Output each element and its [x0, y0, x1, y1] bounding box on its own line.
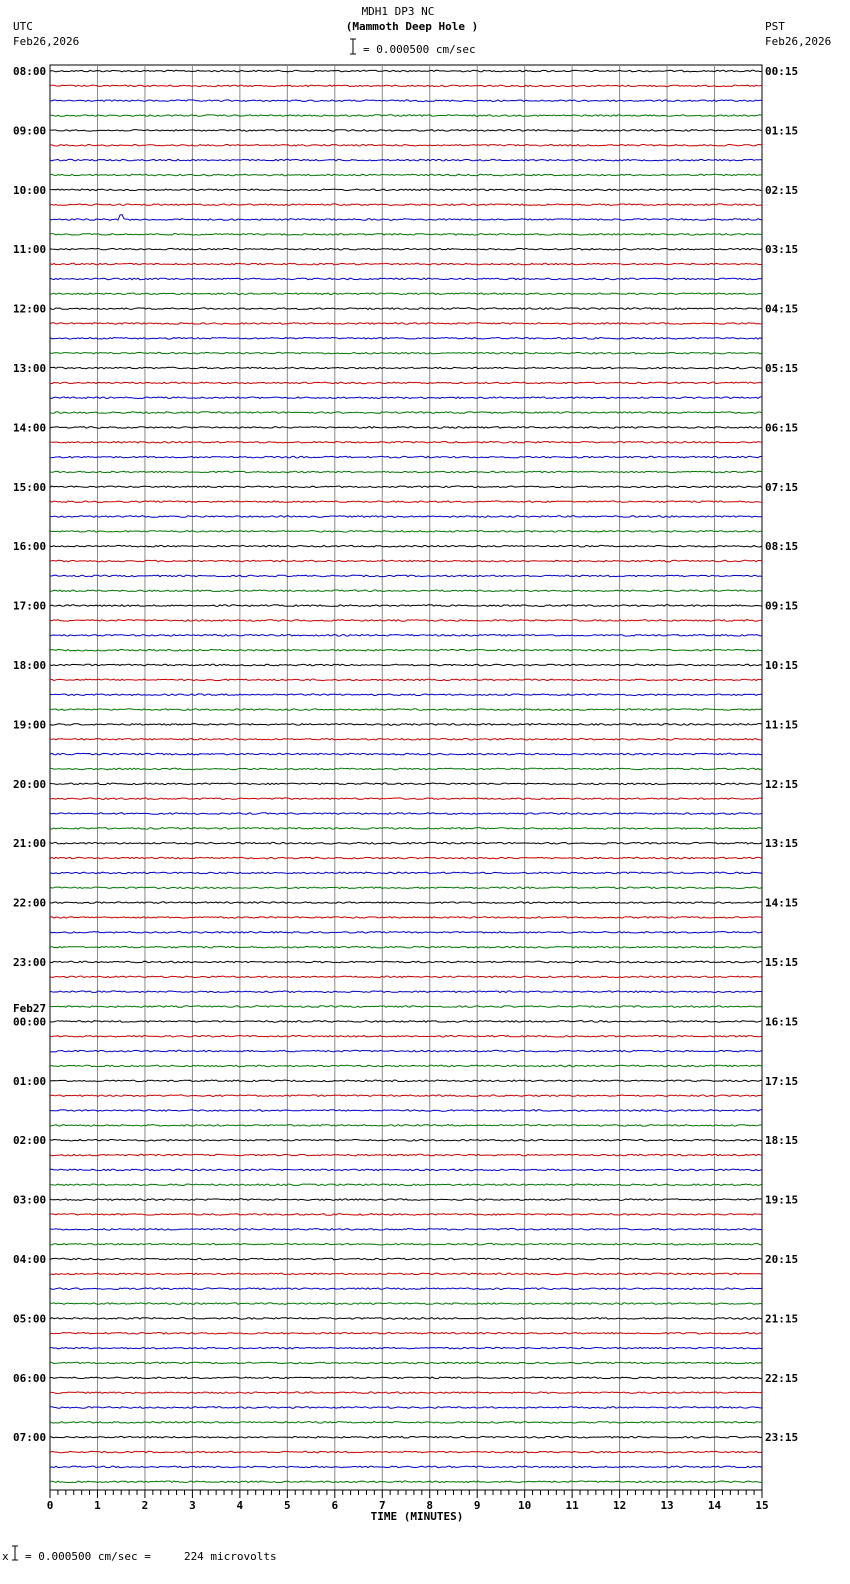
station-location: (Mammoth Deep Hole )	[345, 20, 479, 33]
pst-hour-label: 03:15	[765, 243, 799, 257]
trace-line	[50, 1347, 762, 1349]
trace-line	[50, 352, 762, 354]
pst-hour-label: 05:15	[765, 362, 799, 375]
trace-line	[50, 1036, 762, 1038]
trace-line	[50, 85, 762, 87]
trace-line	[50, 1080, 762, 1082]
utc-hour-label: 01:00	[13, 1074, 47, 1088]
x-tick-label: 9	[473, 1499, 481, 1512]
x-tick-label: 3	[189, 1499, 196, 1512]
utc-hour-label: 07:00	[13, 1431, 47, 1445]
footer-scale-prefix: x	[2, 1550, 9, 1563]
trace-line	[50, 1362, 762, 1364]
pst-hour-label: 01:15	[765, 124, 799, 138]
pst-hour-label: 09:15	[765, 599, 799, 613]
utc-hour-label: 02:00	[13, 1134, 47, 1148]
x-tick-label: 5	[284, 1499, 291, 1512]
trace-line	[50, 872, 762, 874]
utc-hour-labels	[13, 65, 46, 1444]
trace-line	[50, 215, 762, 221]
trace-line	[50, 739, 762, 741]
utc-hour-label: 08:00	[13, 65, 47, 78]
trace-line	[50, 501, 762, 503]
x-tick-label: 7	[378, 1499, 386, 1512]
utc-hour-label: 17:00	[13, 599, 47, 613]
pst-hour-label: 07:15	[765, 480, 799, 494]
utc-hour-label: 06:00	[13, 1371, 47, 1385]
trace-line	[50, 1229, 762, 1231]
pst-hour-label: 17:15	[765, 1074, 799, 1088]
pst-hour-label: 13:15	[765, 837, 799, 851]
trace-line	[50, 1258, 762, 1260]
trace-line	[50, 248, 762, 250]
trace-line	[50, 620, 762, 622]
station-title: MDH1 DP3 NC	[361, 5, 435, 18]
utc-hour-label: 12:00	[13, 302, 47, 316]
utc-hour-label: 14:00	[13, 421, 47, 435]
trace-line	[50, 694, 762, 696]
utc-hour-label: 21:00	[13, 837, 47, 851]
trace-line	[50, 427, 762, 429]
trace-line	[50, 1050, 762, 1052]
trace-line	[50, 456, 762, 458]
trace-line	[50, 471, 762, 473]
right-date: Feb26,2026	[765, 35, 832, 48]
trace-line	[50, 100, 762, 102]
trace-line	[50, 1333, 762, 1335]
trace-line	[50, 1436, 762, 1438]
trace-line	[50, 412, 762, 414]
trace-line	[50, 70, 762, 72]
x-tick-label: 8	[426, 1499, 434, 1512]
trace-line	[50, 887, 762, 889]
pst-hour-label: 10:15	[765, 659, 799, 672]
scale-text: = 0.000500 cm/sec	[363, 43, 476, 56]
scale-bar-icon	[350, 39, 356, 54]
x-axis-title: TIME (MINUTES)	[370, 1510, 464, 1523]
trace-line	[50, 590, 762, 592]
trace-line	[50, 293, 762, 295]
pst-hour-label: 02:15	[765, 183, 799, 197]
utc-hour-label: 22:00	[13, 896, 47, 910]
trace-line	[50, 486, 762, 488]
pst-hour-label: 11:15	[765, 718, 799, 732]
trace-line	[50, 828, 762, 830]
pst-hour-label: 04:15	[765, 302, 799, 316]
trace-line	[50, 768, 762, 770]
trace-line	[50, 1125, 762, 1127]
trace-line	[50, 323, 762, 325]
trace-line	[50, 516, 762, 518]
x-tick-label: 6	[331, 1499, 339, 1512]
utc-hour-label: 04:00	[13, 1253, 47, 1266]
x-tick-label: 15	[755, 1499, 769, 1512]
trace-line	[50, 1021, 762, 1023]
seismic-traces	[50, 70, 762, 1482]
trace-line	[50, 1243, 762, 1245]
trace-line	[50, 1169, 762, 1171]
trace-line	[50, 575, 762, 577]
x-tick-label: 10	[518, 1499, 532, 1512]
trace-line	[50, 932, 762, 934]
utc-hour-label: 03:00	[13, 1193, 47, 1207]
utc-hour-label: 09:00	[13, 124, 47, 138]
trace-line	[50, 709, 762, 711]
pst-hour-label: 16:15	[765, 1015, 799, 1029]
x-tick-label: 2	[141, 1499, 149, 1512]
x-tick-label: 14	[707, 1499, 722, 1512]
trace-line	[50, 531, 762, 533]
trace-line	[50, 902, 762, 904]
utc-hour-label: 16:00	[13, 540, 47, 554]
trace-line	[50, 664, 762, 666]
trace-line	[50, 1288, 762, 1290]
trace-line	[50, 857, 762, 859]
trace-line	[50, 1139, 762, 1141]
trace-line	[50, 1154, 762, 1156]
trace-line	[50, 961, 762, 963]
trace-line	[50, 753, 762, 755]
pst-hour-label: 23:15	[765, 1431, 799, 1445]
utc-hour-label: 11:00	[13, 243, 47, 257]
pst-hour-label: 06:15	[765, 421, 799, 435]
trace-line	[50, 234, 762, 236]
trace-line	[50, 976, 762, 978]
footer-scale-bar-icon	[12, 1546, 18, 1560]
right-timezone: PST	[765, 20, 785, 33]
pst-hour-label: 15:15	[765, 956, 799, 969]
trace-line	[50, 783, 762, 785]
trace-line	[50, 1481, 762, 1483]
utc-hour-label: 18:00	[13, 659, 47, 672]
trace-line	[50, 1407, 762, 1409]
left-timezone: UTC	[13, 20, 33, 33]
trace-line	[50, 1303, 762, 1305]
trace-line	[50, 442, 762, 444]
x-tick-label: 11	[565, 1499, 579, 1512]
x-tick-label: 1	[94, 1499, 101, 1512]
trace-line	[50, 1392, 762, 1394]
trace-line	[50, 1110, 762, 1112]
pst-hour-label: 18:15	[765, 1134, 799, 1148]
trace-line	[50, 724, 762, 726]
trace-line	[50, 917, 762, 919]
trace-line	[50, 605, 762, 607]
left-date: Feb26,2026	[13, 35, 80, 48]
trace-line	[50, 382, 762, 384]
day-change-label: Feb27	[13, 1002, 47, 1015]
trace-line	[50, 263, 762, 265]
pst-hour-label: 20:15	[765, 1253, 799, 1266]
footer-scale-text: = 0.000500 cm/sec = 224 microvolts	[25, 1550, 277, 1563]
trace-line	[50, 145, 762, 147]
trace-line	[50, 1422, 762, 1424]
pst-hour-label: 22:15	[765, 1371, 799, 1385]
trace-line	[50, 813, 762, 815]
trace-line	[50, 308, 762, 310]
trace-line	[50, 545, 762, 547]
trace-line	[50, 1095, 762, 1097]
trace-line	[50, 367, 762, 369]
pst-hour-label: 08:15	[765, 540, 799, 554]
trace-line	[50, 560, 762, 562]
trace-line	[50, 991, 762, 993]
trace-line	[50, 1451, 762, 1453]
trace-line	[50, 946, 762, 948]
trace-line	[50, 130, 762, 132]
x-tick-label: 12	[612, 1499, 627, 1512]
trace-line	[50, 278, 762, 280]
pst-hour-label: 00:15	[765, 65, 799, 78]
trace-line	[50, 649, 762, 651]
trace-line	[50, 1466, 762, 1468]
utc-hour-label: 15:00	[13, 480, 47, 494]
utc-hour-label: 05:00	[13, 1312, 47, 1326]
trace-line	[50, 1318, 762, 1320]
pst-hour-label: 21:15	[765, 1312, 799, 1326]
trace-line	[50, 159, 762, 161]
trace-line	[50, 1199, 762, 1201]
trace-line	[50, 1214, 762, 1216]
x-axis	[47, 1490, 769, 1512]
trace-line	[50, 1006, 762, 1008]
trace-line	[50, 679, 762, 681]
trace-line	[50, 1377, 762, 1379]
trace-line	[50, 798, 762, 800]
x-tick-label: 0	[46, 1499, 54, 1512]
x-tick-label: 13	[660, 1499, 674, 1512]
trace-line	[50, 1273, 762, 1275]
utc-hour-label: 20:00	[13, 777, 47, 791]
trace-line	[50, 204, 762, 206]
trace-line	[50, 842, 762, 844]
trace-line	[50, 397, 762, 399]
utc-hour-label: 23:00	[13, 956, 47, 969]
trace-line	[50, 1065, 762, 1067]
x-tick-label: 4	[236, 1499, 244, 1512]
pst-hour-label: 19:15	[765, 1193, 799, 1207]
utc-hour-label: 00:00	[13, 1015, 47, 1029]
trace-line	[50, 115, 762, 117]
pst-hour-labels	[765, 65, 798, 1444]
utc-hour-label: 10:00	[13, 183, 47, 197]
pst-hour-label: 12:15	[765, 777, 799, 791]
pst-hour-label: 14:15	[765, 896, 799, 910]
trace-line	[50, 1184, 762, 1186]
trace-line	[50, 189, 762, 191]
trace-line	[50, 635, 762, 637]
utc-hour-label: 19:00	[13, 718, 47, 732]
trace-line	[50, 174, 762, 176]
trace-line	[50, 338, 762, 340]
utc-hour-label: 13:00	[13, 362, 47, 375]
